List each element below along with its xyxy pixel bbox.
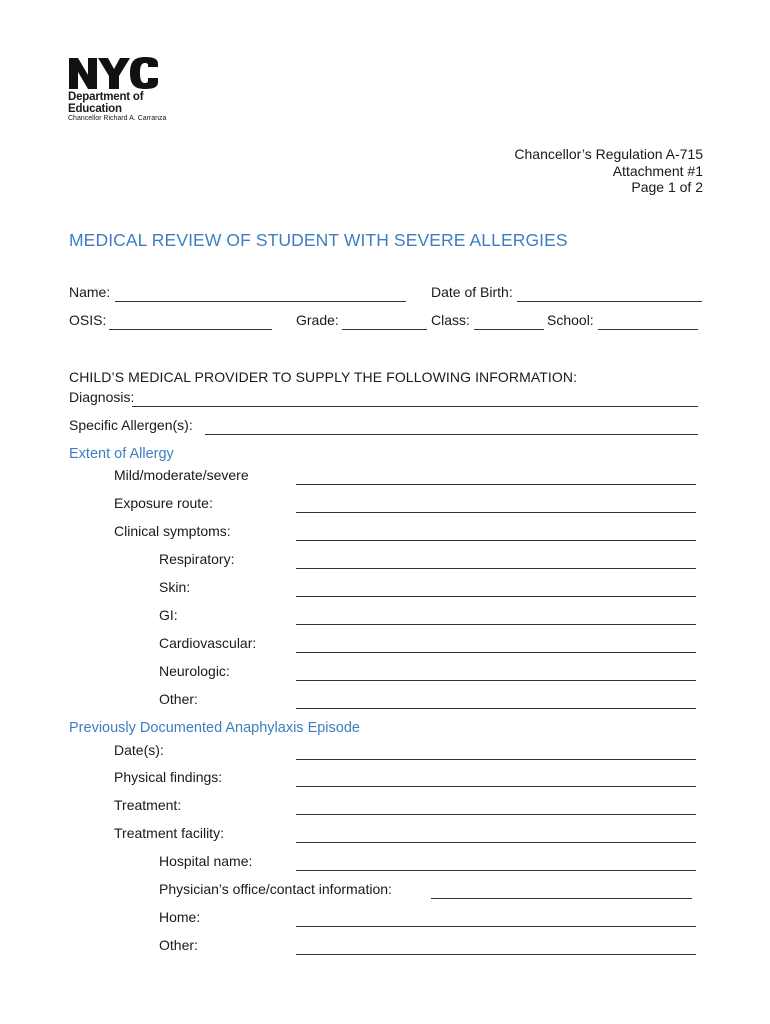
hospital-label: Hospital name:	[159, 853, 253, 869]
neuro-label: Neurologic:	[159, 663, 230, 679]
dob-field[interactable]	[517, 284, 702, 302]
cardio-field[interactable]	[296, 635, 696, 653]
diagnosis-label: Diagnosis:	[69, 389, 135, 405]
physician-field[interactable]	[431, 881, 692, 899]
respiratory-label: Respiratory:	[159, 551, 235, 567]
regulation-label: Chancellor’s Regulation A-715	[514, 146, 703, 162]
extent-heading: Extent of Allergy	[69, 446, 174, 462]
grade-label: Grade:	[296, 312, 339, 328]
extent-other-label: Other:	[159, 691, 198, 707]
class-field[interactable]	[474, 312, 544, 330]
grade-field[interactable]	[342, 312, 427, 330]
gi-label: GI:	[159, 607, 178, 623]
findings-label: Physical findings:	[114, 769, 223, 785]
treatment-label: Treatment:	[114, 797, 182, 813]
cardio-label: Cardiovascular:	[159, 635, 257, 651]
name-field[interactable]	[115, 284, 406, 302]
clinical-label: Clinical symptoms:	[114, 523, 231, 539]
severity-label: Mild/moderate/severe	[114, 467, 249, 483]
extent-other-field[interactable]	[296, 691, 696, 709]
dates-field[interactable]	[296, 742, 696, 760]
dob-label: Date of Birth:	[431, 284, 513, 300]
home-label: Home:	[159, 909, 201, 925]
allergens-field[interactable]	[205, 417, 698, 435]
attachment-label: Attachment #1	[612, 163, 703, 179]
anaphylaxis-other-field[interactable]	[296, 937, 696, 955]
skin-field[interactable]	[296, 579, 696, 597]
treatment-field[interactable]	[296, 797, 696, 815]
osis-field[interactable]	[109, 312, 272, 330]
respiratory-field[interactable]	[296, 551, 696, 569]
school-label: School:	[547, 312, 594, 328]
logo-edu-line: Education	[68, 103, 122, 115]
clinical-field[interactable]	[296, 523, 696, 541]
home-field[interactable]	[296, 909, 696, 927]
allergens-label: Specific Allergen(s):	[69, 417, 193, 433]
skin-label: Skin:	[159, 579, 191, 595]
osis-label: OSIS:	[69, 312, 107, 328]
form-title: MEDICAL REVIEW OF STUDENT WITH SEVERE ALLERGIES	[69, 230, 568, 250]
class-label: Class:	[431, 312, 470, 328]
logo-chancellor-text: Chancellor Richard A. Carranza	[68, 115, 167, 122]
logo-department-text	[68, 91, 143, 115]
facility-label: Treatment facility:	[114, 825, 224, 841]
nyc-logo-icon	[68, 56, 160, 90]
facility-field[interactable]	[296, 825, 696, 843]
logo-dept-line: Department of	[68, 91, 144, 103]
provider-section-heading: CHILD’S MEDICAL PROVIDER TO SUPPLY THE FOLLOWING INFORMATION:	[69, 369, 578, 385]
hospital-field[interactable]	[296, 853, 696, 871]
exposure-label: Exposure route:	[114, 495, 213, 511]
anaphylaxis-other-label: Other:	[159, 937, 198, 953]
page-number: Page 1 of 2	[631, 179, 703, 195]
diagnosis-field[interactable]	[132, 389, 698, 407]
neuro-field[interactable]	[296, 663, 696, 681]
name-label: Name:	[69, 284, 111, 300]
physician-label: Physician’s office/contact information:	[159, 881, 392, 897]
dates-label: Date(s):	[114, 742, 164, 758]
anaphylaxis-heading: Previously Documented Anaphylaxis Episode	[69, 720, 360, 736]
school-field[interactable]	[598, 312, 698, 330]
severity-field[interactable]	[296, 467, 696, 485]
exposure-field[interactable]	[296, 495, 696, 513]
findings-field[interactable]	[296, 769, 696, 787]
gi-field[interactable]	[296, 607, 696, 625]
